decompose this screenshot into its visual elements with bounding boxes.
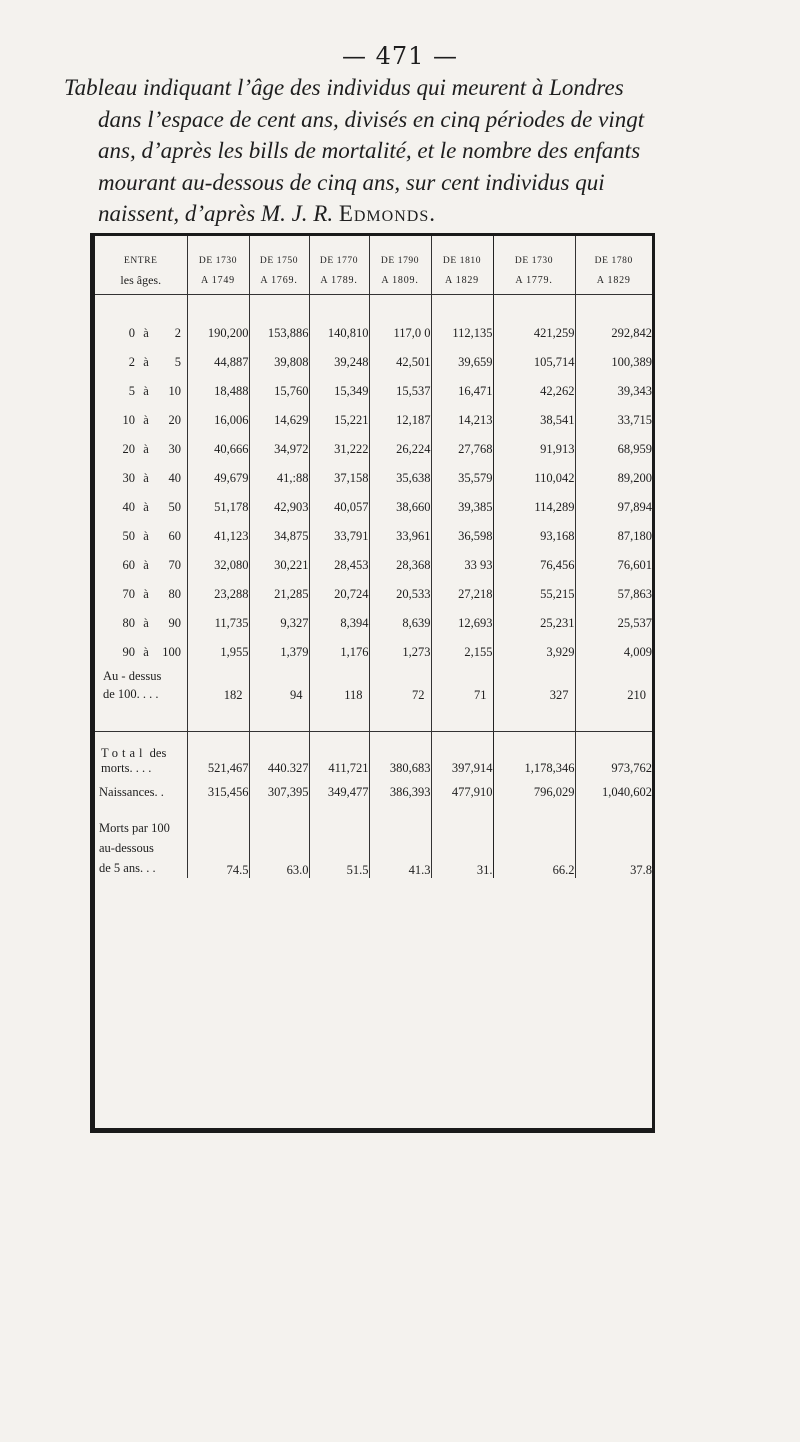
- table-cell: 15,349: [309, 377, 369, 406]
- header-cell: DE 1810: [431, 236, 493, 266]
- table-cell: 34,875: [249, 522, 309, 551]
- age-range-part: à: [143, 413, 149, 427]
- age-range-part: 80: [168, 587, 181, 601]
- age-range-part: 30: [168, 442, 181, 456]
- table-cell: 44,887: [187, 348, 249, 377]
- table-cell: 33,791: [309, 522, 369, 551]
- label-line: de 100. . . .: [103, 687, 159, 701]
- header-cell: ENTRE: [123, 256, 158, 266]
- table-cell: 25,231: [493, 609, 575, 638]
- row-label: [95, 808, 187, 878]
- table-cell: 94: [249, 667, 309, 703]
- table-cell: 31,222: [309, 435, 369, 464]
- table-cell: 112,135: [431, 319, 493, 348]
- table-cell: 39,248: [309, 348, 369, 377]
- table-cell: 14,213: [431, 406, 493, 435]
- table-cell: 28,368: [369, 551, 431, 580]
- table-cell: 57,863: [575, 580, 652, 609]
- header-row-bottom: [95, 266, 652, 295]
- header-cell: A 1829: [431, 266, 493, 295]
- table-cell: 33,715: [575, 406, 652, 435]
- table-cell: 51.5: [309, 808, 369, 878]
- table-cell: 42,262: [493, 377, 575, 406]
- label-line: de 5 ans. . .: [99, 861, 156, 875]
- age-range-part: 0: [128, 326, 135, 340]
- table-cell: 89,200: [575, 464, 652, 493]
- table-cell: 1,040,602: [575, 776, 652, 808]
- table-cell: 30,221: [249, 551, 309, 580]
- age-range-part: 2: [174, 326, 181, 340]
- table-row: [95, 435, 652, 464]
- table-cell: 411,721: [309, 742, 369, 776]
- spacer-row: [95, 703, 652, 732]
- table-cell: 20,533: [369, 580, 431, 609]
- label-line: au-dessous: [99, 841, 154, 855]
- table-cell: 1,178,346: [493, 742, 575, 776]
- table-cell: 973,762: [575, 742, 652, 776]
- table-cell: 4,009: [575, 638, 652, 667]
- label-line: Total: [101, 746, 147, 760]
- age-rows: [95, 319, 652, 667]
- age-range-part: à: [143, 471, 149, 485]
- table-cell: 16,006: [187, 406, 249, 435]
- header-cell: A 1779.: [493, 266, 575, 295]
- table-cell: 1,176: [309, 638, 369, 667]
- table-cell: 386,393: [369, 776, 431, 808]
- age-range: [95, 406, 187, 435]
- caption-line: mourant au-dessous de cinq ans, sur cent individus qui: [98, 169, 605, 195]
- age-range-part: à: [143, 616, 149, 630]
- age-range-part: 20: [122, 442, 135, 456]
- table-cell: 63.0: [249, 808, 309, 878]
- age-range-part: à: [143, 442, 149, 456]
- header-row-top: [95, 236, 652, 266]
- caption-line: Tableau indiquant l’âge des individus qui meurent à Londres: [64, 75, 624, 100]
- age-range-part: 5: [128, 384, 135, 398]
- table-cell: 68,959: [575, 435, 652, 464]
- table-cell: 100,389: [575, 348, 652, 377]
- table-cell: 11,735: [187, 609, 249, 638]
- age-range-part: 40: [168, 471, 181, 485]
- table-cell: 37,158: [309, 464, 369, 493]
- header-cell: DE 1790: [369, 236, 431, 266]
- table-cell: 14,629: [249, 406, 309, 435]
- age-range-part: 90: [168, 616, 181, 630]
- table-cell: 36,598: [431, 522, 493, 551]
- table-cell: 40,666: [187, 435, 249, 464]
- header-cell: DE 1750: [249, 236, 309, 266]
- table-row-births: [95, 776, 652, 808]
- table-cell: 16,471: [431, 377, 493, 406]
- age-range: [95, 435, 187, 464]
- table-cell: 20,724: [309, 580, 369, 609]
- table-cell: 12,187: [369, 406, 431, 435]
- table-cell: 440.327: [249, 742, 309, 776]
- table-cell: 71: [431, 667, 493, 703]
- table-cell: 27,768: [431, 435, 493, 464]
- table-row: [95, 609, 652, 638]
- table-row: [95, 406, 652, 435]
- table-cell: 97,894: [575, 493, 652, 522]
- age-range-part: 20: [168, 413, 181, 427]
- table-caption: [64, 72, 754, 230]
- table-cell: 110,042: [493, 464, 575, 493]
- table-cell: 8,639: [369, 609, 431, 638]
- age-range: [95, 609, 187, 638]
- spacer-row: [95, 295, 652, 320]
- table-cell: 91,913: [493, 435, 575, 464]
- header-cell: DE 1780: [575, 236, 652, 266]
- header-cell: DE 1730: [493, 236, 575, 266]
- caption-line: dans l’espace de cent ans, divisés en cinq périodes de vingt: [98, 106, 645, 132]
- header-cell: A 1749: [187, 266, 249, 295]
- table-cell: 40,057: [309, 493, 369, 522]
- age-range-part: 70: [122, 587, 135, 601]
- age-range: [95, 319, 187, 348]
- table-cell: 1,273: [369, 638, 431, 667]
- table-cell: 33,961: [369, 522, 431, 551]
- table-cell: 327: [493, 667, 575, 703]
- age-range-part: 100: [162, 645, 181, 659]
- table-cell: 35,579: [431, 464, 493, 493]
- table-cell: 117,0 0: [369, 319, 431, 348]
- table-cell: 1,955: [187, 638, 249, 667]
- age-range: [95, 580, 187, 609]
- header-cell: les âges.: [95, 266, 187, 295]
- age-range-part: 30: [122, 471, 135, 485]
- header-cell: A 1809.: [369, 266, 431, 295]
- age-range-part: à: [143, 355, 149, 369]
- table-cell: 315,456: [187, 776, 249, 808]
- table-cell: 18,488: [187, 377, 249, 406]
- table-cell: 39,808: [249, 348, 309, 377]
- table-row: [95, 580, 652, 609]
- age-range-part: 60: [168, 529, 181, 543]
- table-cell: 41,:88: [249, 464, 309, 493]
- age-range: [95, 522, 187, 551]
- table-cell: 140,810: [309, 319, 369, 348]
- table-cell: 39,659: [431, 348, 493, 377]
- table-cell: 3,929: [493, 638, 575, 667]
- label-line: Morts par 100: [99, 821, 170, 835]
- table-cell: 55,215: [493, 580, 575, 609]
- mortality-table: [95, 236, 652, 878]
- table-cell: 2,155: [431, 638, 493, 667]
- table-cell: 380,683: [369, 742, 431, 776]
- table-cell: 51,178: [187, 493, 249, 522]
- spacer-row: [95, 732, 652, 743]
- table-row: [95, 377, 652, 406]
- table-cell: 66.2: [493, 808, 575, 878]
- age-range-part: à: [143, 384, 149, 398]
- author-name: Edmonds.: [338, 201, 436, 226]
- table-cell: 76,456: [493, 551, 575, 580]
- age-range-part: à: [143, 558, 149, 572]
- age-range-part: à: [143, 529, 149, 543]
- table-cell: 72: [369, 667, 431, 703]
- table-cell: 27,218: [431, 580, 493, 609]
- age-range: [95, 348, 187, 377]
- table-cell: 25,537: [575, 609, 652, 638]
- table-cell: 76,601: [575, 551, 652, 580]
- table-row-total-deaths: [95, 742, 652, 776]
- table-row-over-100: [95, 667, 652, 703]
- table-cell: 93,168: [493, 522, 575, 551]
- table-cell: 12,693: [431, 609, 493, 638]
- table-cell: 153,886: [249, 319, 309, 348]
- table-cell: 41.3: [369, 808, 431, 878]
- table-cell: 15,221: [309, 406, 369, 435]
- label-line: des: [149, 746, 167, 760]
- table-cell: 28,453: [309, 551, 369, 580]
- age-range: [95, 493, 187, 522]
- table-cell: 118: [309, 667, 369, 703]
- age-range: [95, 464, 187, 493]
- header-cell: DE 1770: [309, 236, 369, 266]
- table-cell: 1,379: [249, 638, 309, 667]
- table-cell: 9,327: [249, 609, 309, 638]
- age-range-part: à: [143, 500, 149, 514]
- table-cell: 26,224: [369, 435, 431, 464]
- table-cell: 32,080: [187, 551, 249, 580]
- age-range-part: à: [143, 326, 149, 340]
- table-cell: 796,029: [493, 776, 575, 808]
- age-range-part: 50: [122, 529, 135, 543]
- age-range-part: 10: [122, 413, 135, 427]
- page-number: — 471 —: [341, 42, 459, 70]
- table-cell: 38,541: [493, 406, 575, 435]
- age-range-part: 10: [168, 384, 181, 398]
- age-range-part: 90: [122, 645, 135, 659]
- age-range-part: 50: [168, 500, 181, 514]
- table-cell: 292,842: [575, 319, 652, 348]
- table-cell: 38,660: [369, 493, 431, 522]
- table-cell: 477,910: [431, 776, 493, 808]
- table-cell: 21,285: [249, 580, 309, 609]
- row-label: Naissances. .: [99, 784, 164, 799]
- table-cell: 35,638: [369, 464, 431, 493]
- header-cell: DE 1730: [187, 236, 249, 266]
- table-cell: 210: [575, 667, 652, 703]
- header-cell: A 1829: [575, 266, 652, 295]
- table-cell: 105,714: [493, 348, 575, 377]
- table-cell: 349,477: [309, 776, 369, 808]
- caption-text: naissent, d’après M. J. R.: [98, 201, 334, 226]
- age-range-part: 70: [168, 558, 181, 572]
- table-cell: 33 93: [431, 551, 493, 580]
- table-cell: 15,760: [249, 377, 309, 406]
- age-range: [95, 638, 187, 667]
- table-cell: 190,200: [187, 319, 249, 348]
- age-range-part: à: [143, 645, 149, 659]
- age-range-part: 5: [174, 355, 181, 369]
- age-range-part: 80: [122, 616, 135, 630]
- age-range: [95, 551, 187, 580]
- table-cell: 397,914: [431, 742, 493, 776]
- header-cell: A 1769.: [249, 266, 309, 295]
- caption-line: ans, d’après les bills de mortalité, et le nombre des enfants: [98, 138, 641, 163]
- age-range-part: 60: [122, 558, 135, 572]
- table-cell: 8,394: [309, 609, 369, 638]
- table-cell: 42,903: [249, 493, 309, 522]
- table-row-deaths-per-100: [95, 808, 652, 878]
- table-row: [95, 638, 652, 667]
- age-range-part: 2: [128, 355, 135, 369]
- header-cell: A 1789.: [309, 266, 369, 295]
- table-cell: 23,288: [187, 580, 249, 609]
- table-cell: 39,343: [575, 377, 652, 406]
- table-row: [95, 348, 652, 377]
- table-cell: 31.: [431, 808, 493, 878]
- row-label: [95, 742, 187, 776]
- row-label: [95, 667, 187, 703]
- table-cell: 87,180: [575, 522, 652, 551]
- table-cell: 34,972: [249, 435, 309, 464]
- table-cell: 114,289: [493, 493, 575, 522]
- table-row: [95, 493, 652, 522]
- caption-line: [64, 198, 754, 230]
- table-cell: 521,467: [187, 742, 249, 776]
- table-row: [95, 522, 652, 551]
- age-range: [95, 377, 187, 406]
- table-cell: 15,537: [369, 377, 431, 406]
- label-line: Au - dessus: [103, 669, 162, 683]
- table-cell: 307,395: [249, 776, 309, 808]
- table-cell: 39,385: [431, 493, 493, 522]
- table-row: [95, 319, 652, 348]
- table-cell: 74.5: [187, 808, 249, 878]
- table-cell: 41,123: [187, 522, 249, 551]
- table-cell: 37.8: [575, 808, 652, 878]
- label-line: morts. . . .: [101, 761, 152, 775]
- table-cell: 49,679: [187, 464, 249, 493]
- table-cell: 182: [187, 667, 249, 703]
- age-range-part: à: [143, 587, 149, 601]
- table-cell: 42,501: [369, 348, 431, 377]
- age-range-part: 40: [122, 500, 135, 514]
- table-row: [95, 464, 652, 493]
- table-row: [95, 551, 652, 580]
- table-cell: 421,259: [493, 319, 575, 348]
